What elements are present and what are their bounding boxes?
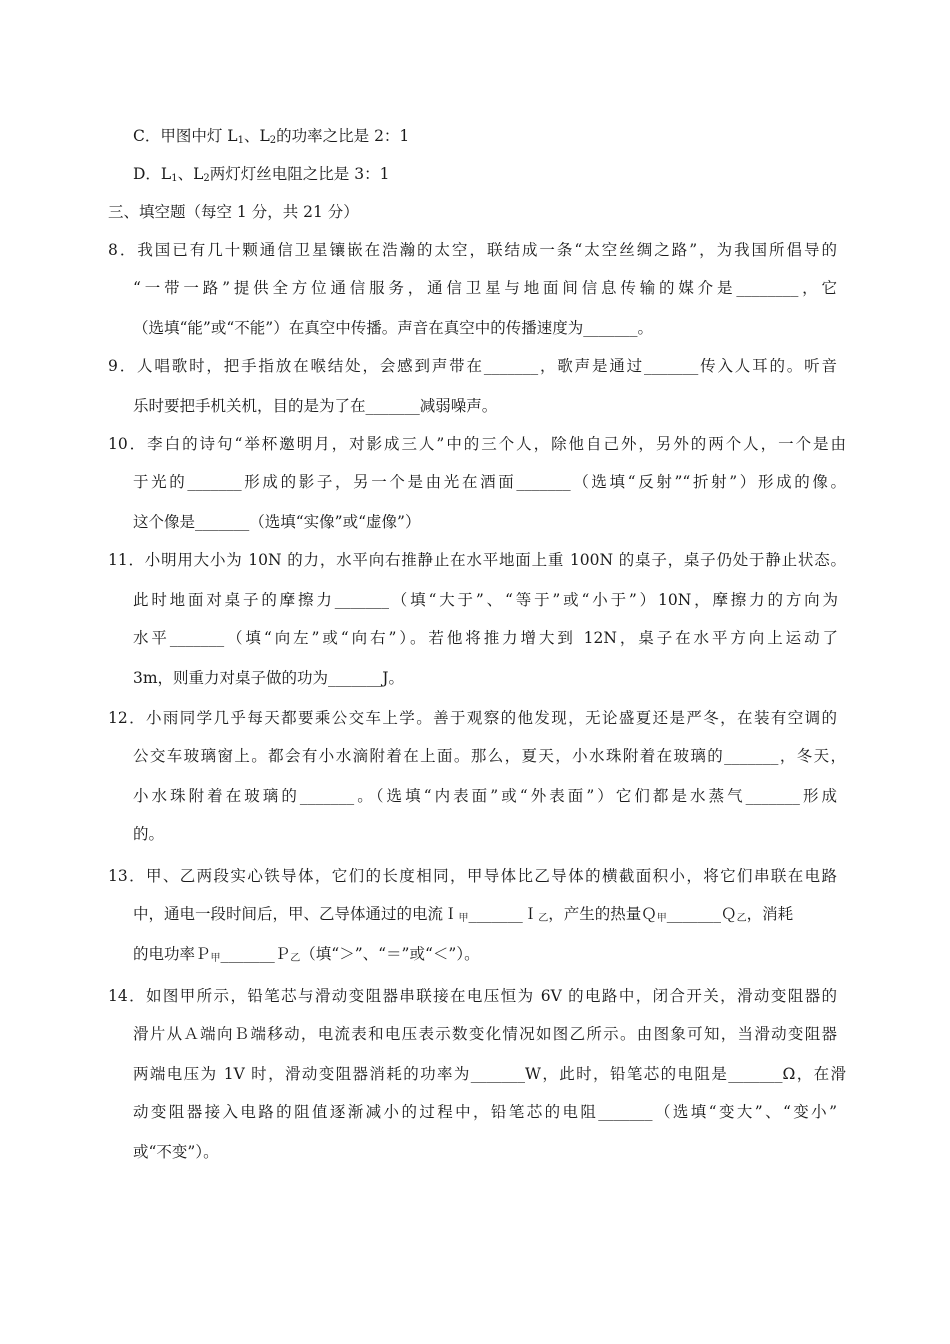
q8-line-1: 8．我国已有几十颗通信卫星镶嵌在浩瀚的太空，联结成一条“太空丝绸之路”，为我国所倡导的 <box>108 241 837 259</box>
q10-line-2: 于光的_______形成的影子，另一个是由光在酒面_______（选填“反射”“折射”）形成的像。 <box>133 473 846 491</box>
q13-sub-6: 乙 <box>290 953 301 964</box>
q13-line-1: 13．甲、乙两段实心铁导体，它们的长度相同，甲导体比乙导体的横截面积小，将它们串联在电路 <box>108 867 837 885</box>
q14-line-4: 动变阻器接入电路的阻值逐渐减小的过程中，铅笔芯的电阻_______（选填“变大”、“变小” <box>133 1103 837 1121</box>
q14-line-5: 或“不变”）。 <box>133 1143 219 1161</box>
q12-line-3: 小水珠附着在玻璃的_______。（选填“内表面”或“外表面”）它们都是水蒸气_______形成 <box>133 787 837 805</box>
q14-line-1: 14．如图甲所示，铅笔芯与滑动变阻器串联接在电压恒为 6V 的电路中，闭合开关，滑动变阻器的 <box>108 987 837 1005</box>
option-c-text-1: C．甲图中灯 L <box>133 127 238 145</box>
q13-text-3: ，产生的热量Ｑ <box>548 905 657 923</box>
option-c-sub-2: 2 <box>269 135 277 146</box>
option-c <box>133 126 409 151</box>
option-c-text-2: 、L <box>243 127 270 145</box>
q9-line-2: 乐时要把手机关机，目的是为了在_______减弱噪声。 <box>133 397 498 415</box>
option-d-sub-1: 1 <box>171 173 178 184</box>
q13-sub-2: 乙 <box>538 913 549 924</box>
q10-line-1: 10．李白的诗句“举杯邀明月，对影成三人”中的三个人，除他自己外，另外的两个人，一个是由 <box>108 435 846 453</box>
q8-line-3: （选填“能”或“不能”）在真空中传播。声音在真空中的传播速度为_______。 <box>133 319 653 337</box>
q13-line-3 <box>133 944 480 969</box>
q13-text-7: _______Ｐ <box>220 945 291 963</box>
section-heading: 三、填空题（每空 1 分，共 21 分） <box>108 203 359 221</box>
q12-line-4: 的。 <box>133 825 165 843</box>
option-d-sub-2: 2 <box>203 173 210 184</box>
q13-sub-1: 甲 <box>458 913 469 924</box>
q13-text-6: 的电功率Ｐ <box>133 945 211 963</box>
q13-sub-5: 甲 <box>210 953 221 964</box>
q14-line-2: 滑片从Ａ端向Ｂ端移动，电流表和电压表示数变化情况如图乙所示。由图象可知，当滑动变阻器 <box>133 1025 837 1043</box>
q12-line-2: 公交车玻璃窗上。都会有小水滴附着在上面。那么，夏天，小水珠附着在玻璃的_______，冬天， <box>133 747 846 765</box>
q12-line-1: 12．小雨同学几乎每天都要乘公交车上学。善于观察的他发现，无论盛夏还是严冬，在装有空调的 <box>108 709 837 727</box>
q13-text-2: _______Ｉ <box>468 905 539 923</box>
q13-line-2 <box>133 904 793 929</box>
option-d-text-3: 两灯灯丝电阻之比是 3：1 <box>209 165 390 183</box>
option-d-text-1: D．L <box>133 165 172 183</box>
q11-line-1: 11．小明用大小为 10N 的力，水平向右推静止在水平地面上重 100N 的桌子，桌子仍处于静止状态。 <box>108 551 846 569</box>
q13-text-5: ，消耗 <box>746 905 794 923</box>
option-d-text-2: 、L <box>177 165 204 183</box>
q11-line-4: 3m，则重力对桌子做的功为_______J。 <box>133 669 405 687</box>
option-c-text-3: 的功率之比是 2：1 <box>276 127 410 145</box>
q14-line-3: 两端电压为 1V 时，滑动变阻器消耗的功率为_______W，此时，铅笔芯的电阻是_______Ω，在滑 <box>133 1065 846 1083</box>
q13-text-1: 中，通电一段时间后，甲、乙导体通过的电流Ｉ <box>133 905 459 923</box>
q13-text-4: _______Ｑ <box>666 905 737 923</box>
q13-sub-3: 甲 <box>656 913 667 924</box>
q10-line-3: 这个像是_______（选填“实像”或“虚像”） <box>133 513 421 531</box>
q11-line-3: 水平_______（填“向左”或“向右”）。若他将推力增大到 12N，桌子在水平方向上运动了 <box>133 629 838 647</box>
q13-text-8: （填“＞”、“＝”或“＜”）。 <box>300 945 480 963</box>
q13-sub-4: 乙 <box>736 913 747 924</box>
q9-line-1: 9．人唱歌时，把手指放在喉结处，会感到声带在_______，歌声是通过_______传入人耳的。听音 <box>108 357 837 375</box>
option-c-sub-1: 1 <box>237 135 244 146</box>
option-d <box>133 164 389 189</box>
q8-line-2: “一带一路”提供全方位通信服务，通信卫星与地面间信息传输的媒介是________，它 <box>133 279 837 297</box>
q11-line-2: 此时地面对桌子的摩擦力_______（填“大于”、“等于”或“小于”）10N，摩擦力的方向为 <box>133 591 838 609</box>
